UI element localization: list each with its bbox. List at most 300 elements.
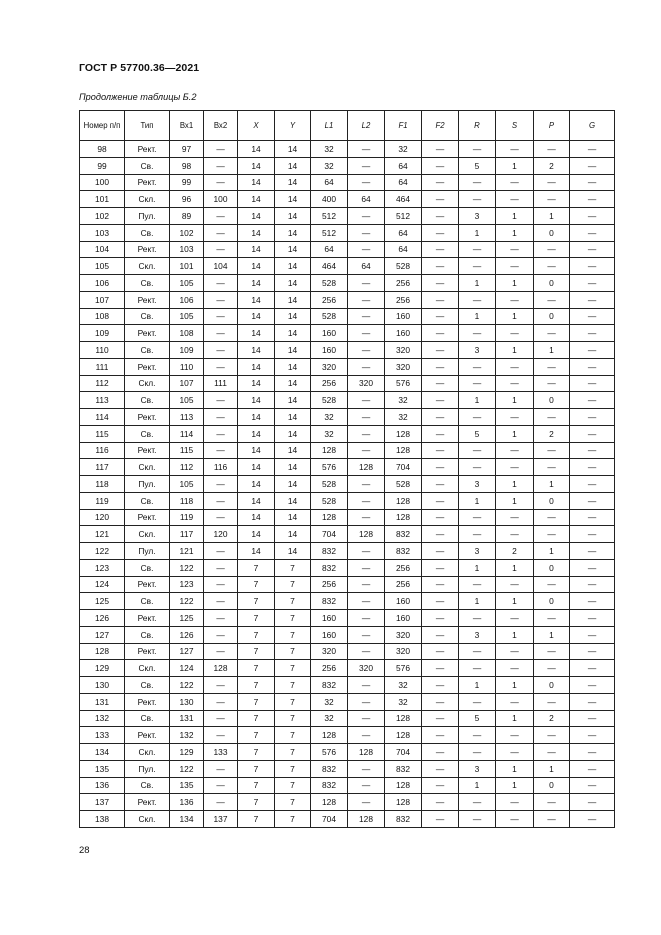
table-row bbox=[80, 526, 615, 543]
table-cell: 1 bbox=[459, 275, 496, 292]
table-cell: 97 bbox=[170, 141, 204, 158]
table-row bbox=[80, 258, 615, 275]
table-cell: 14 bbox=[275, 342, 311, 359]
table-cell: 1 bbox=[534, 760, 570, 777]
table-cell: — bbox=[422, 626, 459, 643]
table-cell: — bbox=[204, 174, 238, 191]
table-cell: 3 bbox=[459, 626, 496, 643]
table-cell: — bbox=[496, 576, 534, 593]
table-cell: — bbox=[422, 141, 459, 158]
table-cell: 5 bbox=[459, 710, 496, 727]
table-cell: Скл. bbox=[125, 375, 170, 392]
table-cell: 121 bbox=[170, 543, 204, 560]
table-cell: 7 bbox=[238, 811, 275, 828]
table-cell: 128 bbox=[348, 526, 385, 543]
table-cell: 105 bbox=[80, 258, 125, 275]
table-row bbox=[80, 794, 615, 811]
table-cell: 134 bbox=[170, 811, 204, 828]
table-cell: 123 bbox=[80, 559, 125, 576]
table-row bbox=[80, 660, 615, 677]
table-cell: — bbox=[570, 710, 615, 727]
table-cell: 32 bbox=[385, 141, 422, 158]
table-cell: 14 bbox=[238, 224, 275, 241]
table-cell: 7 bbox=[238, 660, 275, 677]
table-cell: 14 bbox=[238, 325, 275, 342]
table-cell: 124 bbox=[170, 660, 204, 677]
table-cell: — bbox=[422, 442, 459, 459]
table-cell: 7 bbox=[275, 777, 311, 794]
table-cell: Св. bbox=[125, 559, 170, 576]
table-cell: — bbox=[570, 208, 615, 225]
table-cell: — bbox=[570, 744, 615, 761]
table-cell: 14 bbox=[238, 442, 275, 459]
table-cell: 32 bbox=[311, 409, 348, 426]
table-cell: Рект. bbox=[125, 576, 170, 593]
table-cell: 1 bbox=[459, 777, 496, 794]
table-cell: Рект. bbox=[125, 241, 170, 258]
table-cell: 1 bbox=[459, 392, 496, 409]
table-cell: 105 bbox=[170, 308, 204, 325]
table-cell: 126 bbox=[80, 610, 125, 627]
table-cell: — bbox=[496, 141, 534, 158]
table-cell: — bbox=[534, 258, 570, 275]
table-cell: 104 bbox=[204, 258, 238, 275]
table-cell: Св. bbox=[125, 275, 170, 292]
table-cell: — bbox=[204, 777, 238, 794]
table-cell: 14 bbox=[238, 241, 275, 258]
table-cell: — bbox=[204, 425, 238, 442]
table-cell: — bbox=[422, 677, 459, 694]
table-cell: 320 bbox=[311, 643, 348, 660]
table-cell: 464 bbox=[385, 191, 422, 208]
table-cell: 832 bbox=[385, 811, 422, 828]
table-cell: — bbox=[422, 258, 459, 275]
table-cell: — bbox=[348, 576, 385, 593]
table-row bbox=[80, 476, 615, 493]
table-cell: 7 bbox=[238, 744, 275, 761]
table-cell: — bbox=[459, 409, 496, 426]
table-cell: 704 bbox=[385, 459, 422, 476]
table-cell: 0 bbox=[534, 224, 570, 241]
table-row bbox=[80, 375, 615, 392]
table-cell: — bbox=[570, 308, 615, 325]
table-cell: — bbox=[570, 794, 615, 811]
header-p: P bbox=[534, 111, 570, 141]
table-cell: — bbox=[570, 576, 615, 593]
table-cell: — bbox=[348, 643, 385, 660]
table-cell: Св. bbox=[125, 710, 170, 727]
table-cell: 107 bbox=[80, 291, 125, 308]
table-row bbox=[80, 693, 615, 710]
table-cell: 14 bbox=[275, 392, 311, 409]
table-cell: 131 bbox=[170, 710, 204, 727]
table-cell: — bbox=[422, 559, 459, 576]
table-cell: — bbox=[570, 509, 615, 526]
table-cell: — bbox=[496, 811, 534, 828]
table-cell: 7 bbox=[275, 626, 311, 643]
table-cell: — bbox=[348, 626, 385, 643]
table-cell: 1 bbox=[496, 677, 534, 694]
table-cell: — bbox=[570, 643, 615, 660]
table-cell: — bbox=[459, 191, 496, 208]
table-cell: — bbox=[459, 526, 496, 543]
table-cell: 528 bbox=[311, 275, 348, 292]
table-cell: — bbox=[496, 241, 534, 258]
table-cell: — bbox=[534, 358, 570, 375]
table-cell: — bbox=[204, 342, 238, 359]
table-cell: — bbox=[496, 727, 534, 744]
header-num: Номер п/п bbox=[80, 111, 125, 141]
table-cell: 1 bbox=[496, 425, 534, 442]
table-cell: 122 bbox=[170, 593, 204, 610]
table-cell: Св. bbox=[125, 777, 170, 794]
table-cell: — bbox=[204, 576, 238, 593]
table-cell: 5 bbox=[459, 425, 496, 442]
table-cell: 120 bbox=[80, 509, 125, 526]
table-cell: — bbox=[570, 476, 615, 493]
table-cell: — bbox=[204, 543, 238, 560]
table-cell: — bbox=[348, 325, 385, 342]
table-cell: 1 bbox=[459, 677, 496, 694]
table-cell: — bbox=[348, 794, 385, 811]
table-cell: — bbox=[534, 794, 570, 811]
table-cell: — bbox=[422, 208, 459, 225]
table-cell: — bbox=[496, 358, 534, 375]
table-cell: — bbox=[204, 610, 238, 627]
table-cell: 100 bbox=[204, 191, 238, 208]
table-cell: — bbox=[348, 492, 385, 509]
table-header-row bbox=[80, 111, 615, 141]
table-cell: 256 bbox=[311, 375, 348, 392]
table-cell: 320 bbox=[348, 660, 385, 677]
table-cell: Рект. bbox=[125, 442, 170, 459]
table-cell: 7 bbox=[238, 610, 275, 627]
header-l1: L1 bbox=[311, 111, 348, 141]
table-cell: — bbox=[570, 626, 615, 643]
table-cell: 0 bbox=[534, 308, 570, 325]
table-cell: — bbox=[348, 224, 385, 241]
table-cell: 128 bbox=[204, 660, 238, 677]
table-cell: — bbox=[534, 442, 570, 459]
table-cell: — bbox=[459, 727, 496, 744]
table-cell: 32 bbox=[311, 710, 348, 727]
table-cell: 160 bbox=[385, 308, 422, 325]
table-cell: 2 bbox=[534, 157, 570, 174]
table-cell: — bbox=[204, 626, 238, 643]
table-cell: — bbox=[570, 543, 615, 560]
table-cell: — bbox=[204, 643, 238, 660]
table-cell: — bbox=[348, 208, 385, 225]
table-cell: 101 bbox=[80, 191, 125, 208]
table-cell: 107 bbox=[170, 375, 204, 392]
table-cell: 127 bbox=[80, 626, 125, 643]
table-cell: 64 bbox=[348, 258, 385, 275]
table-cell: Св. bbox=[125, 425, 170, 442]
table-cell: 0 bbox=[534, 392, 570, 409]
table-cell: 123 bbox=[170, 576, 204, 593]
table-row bbox=[80, 509, 615, 526]
table-cell: 1 bbox=[496, 275, 534, 292]
table-cell: — bbox=[422, 744, 459, 761]
table-cell: 528 bbox=[311, 476, 348, 493]
table-cell: — bbox=[204, 492, 238, 509]
table-cell: — bbox=[204, 476, 238, 493]
table-cell: 114 bbox=[80, 409, 125, 426]
table-cell: 832 bbox=[385, 760, 422, 777]
table-cell: — bbox=[204, 308, 238, 325]
table-cell: 832 bbox=[385, 543, 422, 560]
table-row bbox=[80, 576, 615, 593]
table-cell: — bbox=[570, 777, 615, 794]
table-cell: 3 bbox=[459, 760, 496, 777]
table-cell: — bbox=[534, 610, 570, 627]
table-row bbox=[80, 241, 615, 258]
table-cell: 98 bbox=[170, 157, 204, 174]
table-cell: 101 bbox=[170, 258, 204, 275]
table-cell: — bbox=[570, 191, 615, 208]
table-cell: 14 bbox=[275, 375, 311, 392]
table-cell: 0 bbox=[534, 492, 570, 509]
table-cell: 1 bbox=[496, 626, 534, 643]
table-cell: 7 bbox=[275, 727, 311, 744]
table-cell: 116 bbox=[204, 459, 238, 476]
table-cell: — bbox=[459, 744, 496, 761]
table-cell: 7 bbox=[275, 693, 311, 710]
table-cell: 128 bbox=[80, 643, 125, 660]
table-cell: 2 bbox=[534, 710, 570, 727]
table-row bbox=[80, 626, 615, 643]
table-cell: 135 bbox=[170, 777, 204, 794]
table-cell: 14 bbox=[275, 141, 311, 158]
table-cell: — bbox=[204, 325, 238, 342]
table-cell: — bbox=[496, 291, 534, 308]
table-cell: 108 bbox=[170, 325, 204, 342]
table-cell: 99 bbox=[170, 174, 204, 191]
table-cell: 138 bbox=[80, 811, 125, 828]
table-cell: 0 bbox=[534, 593, 570, 610]
table-cell: — bbox=[422, 593, 459, 610]
table-cell: 109 bbox=[170, 342, 204, 359]
table-cell: — bbox=[496, 744, 534, 761]
table-cell: 7 bbox=[238, 710, 275, 727]
table-cell: 528 bbox=[311, 492, 348, 509]
header-type: Тип bbox=[125, 111, 170, 141]
table-cell: 128 bbox=[385, 710, 422, 727]
table-cell: 64 bbox=[385, 174, 422, 191]
table-cell: 128 bbox=[311, 794, 348, 811]
table-cell: 136 bbox=[170, 794, 204, 811]
table-row bbox=[80, 593, 615, 610]
table-cell: 14 bbox=[275, 275, 311, 292]
table-cell: 14 bbox=[275, 459, 311, 476]
table-cell: 130 bbox=[170, 693, 204, 710]
table-cell: — bbox=[204, 693, 238, 710]
table-cell: 7 bbox=[275, 559, 311, 576]
table-cell: — bbox=[496, 174, 534, 191]
table-cell: 128 bbox=[311, 509, 348, 526]
table-cell: 14 bbox=[238, 375, 275, 392]
table-cell: 128 bbox=[385, 509, 422, 526]
table-cell: Скл. bbox=[125, 811, 170, 828]
table-cell: 14 bbox=[238, 492, 275, 509]
table-cell: Рект. bbox=[125, 610, 170, 627]
table-cell: 115 bbox=[80, 425, 125, 442]
table-cell: 128 bbox=[348, 811, 385, 828]
table-cell: Рект. bbox=[125, 794, 170, 811]
table-cell: 704 bbox=[311, 526, 348, 543]
table-row bbox=[80, 174, 615, 191]
table-cell: 99 bbox=[80, 157, 125, 174]
table-cell: 96 bbox=[170, 191, 204, 208]
table-cell: — bbox=[570, 141, 615, 158]
table-cell: Пул. bbox=[125, 208, 170, 225]
table-cell: 137 bbox=[80, 794, 125, 811]
table-cell: — bbox=[534, 241, 570, 258]
table-cell: 320 bbox=[385, 342, 422, 359]
table-cell: 7 bbox=[238, 777, 275, 794]
table-cell: — bbox=[570, 760, 615, 777]
table-cell: 14 bbox=[238, 157, 275, 174]
table-cell: 128 bbox=[385, 425, 422, 442]
table-row bbox=[80, 342, 615, 359]
table-cell: — bbox=[422, 291, 459, 308]
table-cell: — bbox=[496, 442, 534, 459]
header-f2: F2 bbox=[422, 111, 459, 141]
table-cell: — bbox=[422, 409, 459, 426]
table-cell: 14 bbox=[238, 208, 275, 225]
table-cell: 32 bbox=[311, 425, 348, 442]
table-row bbox=[80, 275, 615, 292]
table-cell: — bbox=[534, 576, 570, 593]
table-cell: 14 bbox=[238, 459, 275, 476]
table-cell: 103 bbox=[170, 241, 204, 258]
table-cell: 110 bbox=[170, 358, 204, 375]
table-cell: 131 bbox=[80, 693, 125, 710]
table-cell: — bbox=[496, 526, 534, 543]
table-row bbox=[80, 677, 615, 694]
table-row bbox=[80, 811, 615, 828]
table-cell: 1 bbox=[534, 543, 570, 560]
header-g: G bbox=[570, 111, 615, 141]
table-cell: — bbox=[204, 593, 238, 610]
table-cell: 14 bbox=[275, 409, 311, 426]
table-cell: — bbox=[534, 375, 570, 392]
table-cell: — bbox=[348, 610, 385, 627]
table-cell: 256 bbox=[311, 291, 348, 308]
table-cell: — bbox=[348, 308, 385, 325]
table-cell: 132 bbox=[170, 727, 204, 744]
table-cell: — bbox=[496, 693, 534, 710]
table-cell: 14 bbox=[238, 308, 275, 325]
table-cell: 14 bbox=[238, 425, 275, 442]
table-row bbox=[80, 459, 615, 476]
table-cell: 7 bbox=[238, 559, 275, 576]
table-cell: 512 bbox=[311, 208, 348, 225]
table-cell: 1 bbox=[496, 224, 534, 241]
table-cell: 98 bbox=[80, 141, 125, 158]
table-cell: — bbox=[348, 710, 385, 727]
table-cell: 103 bbox=[80, 224, 125, 241]
table-cell: Скл. bbox=[125, 191, 170, 208]
table-cell: 127 bbox=[170, 643, 204, 660]
table-cell: Скл. bbox=[125, 258, 170, 275]
table-row bbox=[80, 559, 615, 576]
table-cell: 105 bbox=[170, 476, 204, 493]
table-cell: 1 bbox=[459, 308, 496, 325]
table-cell: — bbox=[422, 727, 459, 744]
table-cell: — bbox=[570, 693, 615, 710]
table-cell: — bbox=[422, 693, 459, 710]
table-row bbox=[80, 710, 615, 727]
table-cell: 14 bbox=[238, 141, 275, 158]
table-caption: Продолжение таблицы Б.2 bbox=[79, 92, 197, 102]
table-cell: 128 bbox=[311, 727, 348, 744]
table-cell: — bbox=[422, 509, 459, 526]
table-cell: 89 bbox=[170, 208, 204, 225]
table-cell: 7 bbox=[238, 727, 275, 744]
table-cell: Скл. bbox=[125, 744, 170, 761]
table-row bbox=[80, 777, 615, 794]
page-number: 28 bbox=[79, 845, 90, 856]
table-cell: — bbox=[570, 358, 615, 375]
table-cell: — bbox=[422, 241, 459, 258]
table-row bbox=[80, 610, 615, 627]
table-cell: — bbox=[534, 459, 570, 476]
table-cell: — bbox=[459, 794, 496, 811]
table-cell: 136 bbox=[80, 777, 125, 794]
table-row bbox=[80, 492, 615, 509]
table-cell: Св. bbox=[125, 677, 170, 694]
table-cell: — bbox=[570, 559, 615, 576]
table-cell: 105 bbox=[170, 275, 204, 292]
table-cell: 102 bbox=[80, 208, 125, 225]
table-cell: — bbox=[422, 425, 459, 442]
table-cell: — bbox=[348, 559, 385, 576]
table-cell: 130 bbox=[80, 677, 125, 694]
table-cell: — bbox=[570, 526, 615, 543]
table-cell: 128 bbox=[385, 442, 422, 459]
table-cell: 7 bbox=[238, 626, 275, 643]
table-cell: 160 bbox=[385, 325, 422, 342]
table-cell: — bbox=[422, 392, 459, 409]
table-cell: 14 bbox=[275, 241, 311, 258]
table-cell: — bbox=[422, 526, 459, 543]
table-cell: 7 bbox=[275, 610, 311, 627]
table-cell: 256 bbox=[311, 660, 348, 677]
table-cell: — bbox=[459, 643, 496, 660]
table-cell: — bbox=[204, 677, 238, 694]
table-row bbox=[80, 141, 615, 158]
table-cell: — bbox=[204, 157, 238, 174]
table-cell: 528 bbox=[311, 392, 348, 409]
table-cell: 124 bbox=[80, 576, 125, 593]
table-cell: — bbox=[204, 241, 238, 258]
table-cell: 14 bbox=[275, 208, 311, 225]
table-cell: — bbox=[570, 459, 615, 476]
table-cell: 116 bbox=[80, 442, 125, 459]
table-cell: 32 bbox=[311, 693, 348, 710]
table-cell: — bbox=[204, 509, 238, 526]
table-cell: — bbox=[496, 660, 534, 677]
table-cell: — bbox=[422, 375, 459, 392]
table-cell: — bbox=[348, 141, 385, 158]
table-cell: — bbox=[422, 777, 459, 794]
table-cell: — bbox=[496, 258, 534, 275]
table-cell: 14 bbox=[275, 191, 311, 208]
table-cell: — bbox=[422, 543, 459, 560]
table-cell: 109 bbox=[80, 325, 125, 342]
table-cell: 128 bbox=[385, 492, 422, 509]
